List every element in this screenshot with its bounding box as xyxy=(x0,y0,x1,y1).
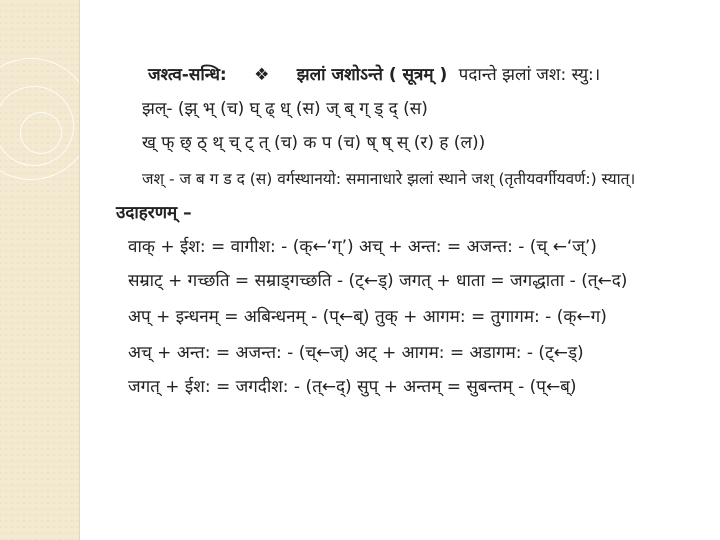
example-line: वाक् + ईश: = वागीश: - (क्←‘ग्’) अच् + अन्त: = अजन्त: - (च् ←‘ज्’) xyxy=(128,237,597,257)
sidebar-divider xyxy=(79,0,80,540)
example-line: अच् + अन्त: = अजन्त: - (च्←ज्) अट् + आगम: = अडागम: - (ट्←ड्) xyxy=(128,343,584,363)
decorative-sidebar xyxy=(0,0,80,540)
examples-heading-label: उदाहरणम् – xyxy=(116,203,192,223)
title-line xyxy=(148,64,600,86)
diamond-bullet-icon: ❖ xyxy=(254,65,270,85)
text-line: झल्- (झ् भ् (च) घ् ढ् ध् (स) ज् ब् ग् ड् द् (स) xyxy=(142,99,428,119)
text-line: ख् फ् छ् ठ् थ् च् ट् त् (च) क प (च) ष् ष् स् (र) ह (ल)) xyxy=(142,133,486,153)
example-line: सम्राट् + गच्छति = सम्राड्गच्छति - (ट्←ड्) जगत् + धाता = जगद्धाता - (त्←द) xyxy=(128,271,628,291)
text-line: जश् - ज ब ग ड द (स) वर्गस्थानयो: समानाधारे झलां स्थाने जश् (तृतीयवर्गीयवर्ण:) स्यात्। xyxy=(142,170,636,188)
example-line: जगत् + ईश: = जगदीश: - (त्←द्) सुप् + अन्तम् = सुबन्तम् - (प्←ब्) xyxy=(128,377,577,397)
example-line: अप् + इन्धनम् = अबिन्धनम् - (प्←ब्) तुक् + आगम: = तुगागम: - (क्←ग) xyxy=(128,307,607,327)
decorative-circle xyxy=(20,112,62,154)
examples-heading xyxy=(116,202,192,224)
sutra-heading: झलां जशोऽन्ते ( सूत्रम् ) xyxy=(296,65,448,85)
sandhi-heading: जश्त्व-सन्धि: xyxy=(148,65,227,85)
sutra-text: पदान्ते झलां जश: स्यु:। xyxy=(458,65,601,85)
